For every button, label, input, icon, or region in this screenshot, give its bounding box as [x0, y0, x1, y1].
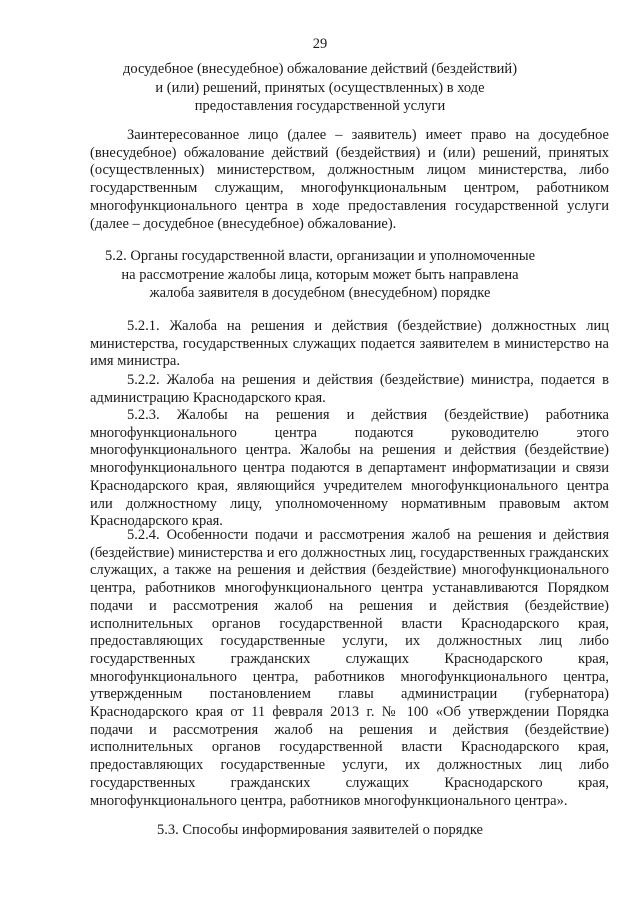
- page-number: 29: [312, 36, 328, 52]
- intro-paragraph: Заинтересованное лицо (далее – заявитель) имеет право на досудебное (внесудебное) обжалование действий (бездействия) и (или) решений, принятых (осуществленных) министерством, должностным лицом министерства, либо государственным служащим, многофункциональным центром, работником многофункционального центра в ходе предоставления государственной услуги (далее – досудебное (внесудебное) обжалование).: [90, 127, 609, 232]
- section-5-3-heading: [95, 821, 545, 840]
- paragraph-5-2-2: 5.2.2. Жалоба на решения и действия (бездействие) министра, подается в администрацию Краснодарского края.: [90, 372, 609, 406]
- section-heading-line: жалоба заявителя в досудебном (внесудебном) порядке: [149, 285, 491, 301]
- section-heading-line: на рассмотрение жалобы лица, которым может быть направлена: [121, 266, 519, 283]
- paragraph-5-2-4: 5.2.4. Особенности подачи и рассмотрения жалоб на решения и действия (бездействие) министерства и его должностных лиц, государственных гражданских служащих, а также на решения и действия (бездействие) многофункционального центра, работников многофункционального центра устанавливаются Порядком подачи и рассмотрения жалоб на решения и действия (бездействие) исполнительных органов государственной власти Краснодарского края, предоставляющих государственные услуги, их должностных лиц либо государственных гражданских служащих Краснодарского края, многофункционального центра, работников многофункционального центра, утвержденным постановлением главы администрации (губернатора) Краснодарского края от 11 февраля 2013 г. № 100 «Об утверждении Порядка подачи и рассмотрения жалоб на решения и действия (бездействие) исполнительных органов государственной власти Краснодарского края, предоставляющих государственные услуги, их должностных лиц либо государственных гражданских служащих Краснодарского края, многофункционального центра, работников многофункционального центра».: [90, 527, 609, 809]
- top-heading-line: и (или) решений, принятых (осуществленных) в ходе: [155, 79, 485, 96]
- top-heading-line: досудебное (внесудебное) обжалование действий (бездействий): [122, 61, 518, 77]
- paragraph-5-2-3: 5.2.3. Жалобы на решения и действия (бездействие) работника многофункционального центра подаются руководителю этого многофункционального центра. Жалобы на решения и действия (бездействие) многофункционального центра подаются в департамент информатизации и связи Краснодарского края, являющийся учредителем многофункционального центра или должностному лицу, уполномоченному нормативным правовым актом Краснодарского края.: [90, 407, 609, 530]
- top-heading: [95, 60, 545, 116]
- paragraph-5-2-1: 5.2.1. Жалоба на решения и действия (бездействие) должностных лиц министерства, государственных служащих подается заявителем в министерство на имя министра.: [90, 318, 609, 370]
- section-5-2-heading: [95, 247, 545, 303]
- top-heading-line: предоставления государственной услуги: [194, 98, 446, 114]
- section-heading-line: 5.3. Способы информирования заявителей о порядке: [157, 822, 483, 838]
- section-heading-line: 5.2. Органы государственной власти, организации и уполномоченные: [104, 248, 536, 264]
